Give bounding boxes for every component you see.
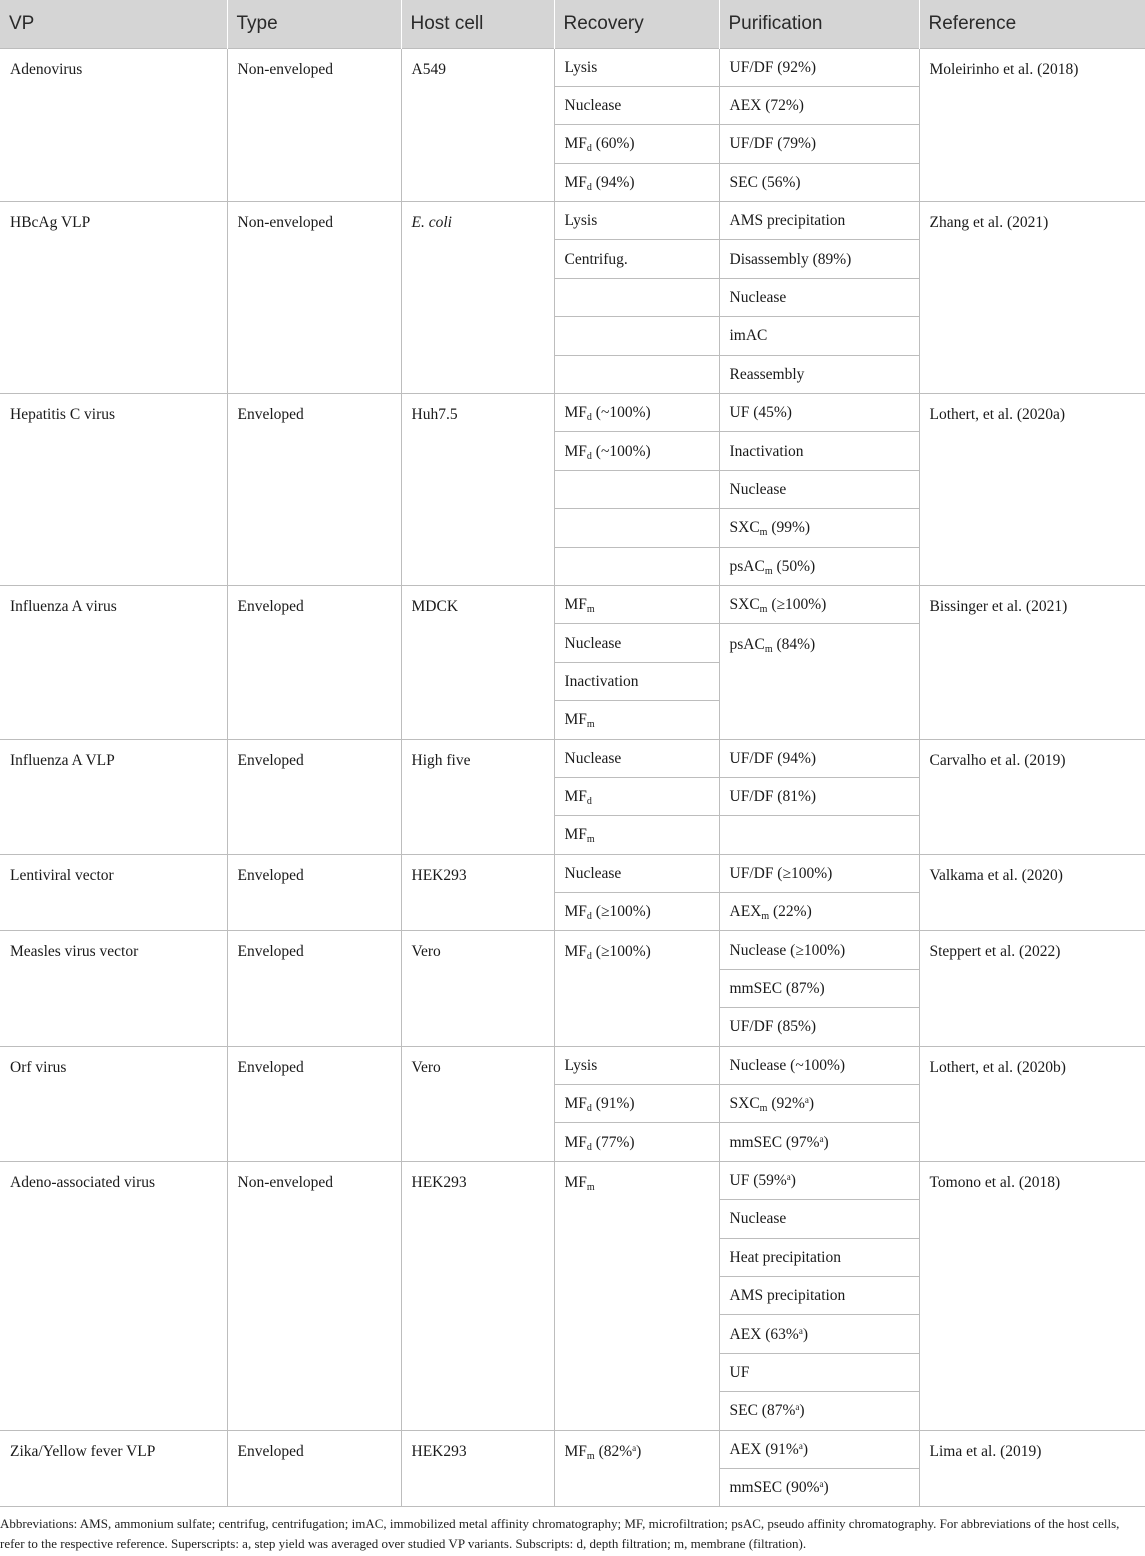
step-yield: (22%)	[769, 903, 812, 921]
recovery-cell	[554, 893, 719, 931]
recovery-cell	[554, 125, 719, 163]
purification-cell	[719, 278, 919, 316]
step-subscript: m	[759, 527, 768, 539]
vp-cell: Lentiviral vector	[0, 854, 227, 931]
step-subscript: m	[761, 911, 770, 923]
step-name: Nuclease	[564, 634, 622, 652]
recovery-cell	[554, 355, 719, 393]
header-type: Type	[227, 0, 401, 48]
step-superscript: a	[798, 1325, 803, 1336]
type-cell: Enveloped	[227, 1430, 401, 1507]
reference-cell: Carvalho et al. (2019)	[919, 739, 1145, 854]
step-name: Lysis	[564, 212, 598, 230]
step-subscript: d	[586, 143, 592, 155]
purification-cell	[719, 1353, 919, 1391]
recovery-cell	[554, 202, 719, 240]
reference-cell: Lothert, et al. (2020b)	[919, 1046, 1145, 1161]
purification-cell	[719, 1315, 919, 1353]
step-name: MF	[564, 1133, 587, 1151]
purification-cell	[719, 1430, 919, 1468]
step-name: MF	[564, 404, 587, 422]
host-cell	[401, 394, 554, 586]
step-yield: (60%)	[591, 135, 635, 153]
purification-cell	[719, 1200, 919, 1238]
header-recovery: Recovery	[554, 0, 719, 48]
step-name: MF	[564, 135, 587, 153]
recovery-cell	[554, 48, 719, 86]
vp-cell: Influenza A virus	[0, 585, 227, 739]
recovery-cell	[554, 547, 719, 585]
step-name: MF	[564, 903, 587, 921]
step-yield: (~100%)	[591, 442, 651, 460]
step-superscript: a	[804, 1095, 809, 1106]
step-name: UF/DF (79%)	[729, 135, 817, 153]
host-cell-name: HEK293	[411, 866, 467, 884]
host-cell	[401, 202, 554, 394]
purification-cell	[719, 394, 919, 432]
vp-cell: Measles virus vector	[0, 931, 227, 1046]
step-superscript: a	[819, 1133, 824, 1144]
recovery-cell	[554, 394, 719, 432]
step-name: SEC (56%)	[729, 173, 801, 191]
step-name: MF	[564, 788, 587, 806]
purification-cell	[719, 739, 919, 777]
header-row	[0, 0, 1145, 48]
reference-cell: Bissinger et al. (2021)	[919, 585, 1145, 739]
host-cell	[401, 739, 554, 854]
step-name: MF	[564, 943, 587, 961]
step-yield: (50%)	[772, 557, 816, 575]
host-cell	[401, 1161, 554, 1430]
step-name: UF	[729, 1363, 750, 1381]
purification-cell	[719, 470, 919, 508]
recovery-cell	[554, 163, 719, 201]
purification-cell	[719, 854, 919, 892]
step-yield: (≥100%)	[591, 903, 651, 921]
recovery-cell	[554, 662, 719, 700]
step-subscript: m	[586, 1450, 595, 1462]
recovery-cell	[554, 317, 719, 355]
reference-cell: Lothert, et al. (2020a)	[919, 394, 1145, 586]
table-footnote: Abbreviations: AMS, ammonium sulfate; centrifug, centrifugation; imAC, immobilized metal affinity chromatography; MF, microfiltration; psAC, pseudo affinity chromatography. For abbreviations of the host cells, refer to the respective reference. Superscripts: a, step yield was averaged over studied VP variants. Subscripts: d, depth filtration; m, membrane (filtration).	[0, 1516, 1120, 1551]
reference-cell: Tomono et al. (2018)	[919, 1161, 1145, 1430]
purification-cell	[719, 1277, 919, 1315]
step-yield: (≥100%)	[767, 596, 827, 614]
purification-cell	[719, 86, 919, 124]
purification-cell	[719, 585, 919, 623]
step-name: AEX (63%	[729, 1325, 799, 1343]
recovery-cell	[554, 240, 719, 278]
purification-cell	[719, 509, 919, 547]
purification-cell	[719, 240, 919, 278]
vp-cell: Influenza A VLP	[0, 739, 227, 854]
table-row	[0, 931, 1145, 969]
type-cell: Enveloped	[227, 585, 401, 739]
table-row	[0, 394, 1145, 432]
recovery-cell	[554, 701, 719, 739]
step-name: AMS precipitation	[729, 212, 846, 230]
step-name: Nuclease (≥100%)	[729, 941, 846, 959]
step-subscript: d	[586, 1103, 592, 1115]
table-row	[0, 1430, 1145, 1468]
host-cell	[401, 48, 554, 202]
step-name: imAC	[729, 327, 768, 345]
type-cell: Enveloped	[227, 394, 401, 586]
step-name: MF	[564, 826, 587, 844]
recovery-cell	[554, 777, 719, 815]
reference-cell: Zhang et al. (2021)	[919, 202, 1145, 394]
step-name: MF	[564, 1173, 587, 1191]
step-name: UF/DF (92%)	[729, 58, 817, 76]
step-name: UF/DF (81%)	[729, 788, 817, 806]
step-subscript: m	[586, 1181, 595, 1193]
recovery-cell	[554, 739, 719, 777]
step-yield: (82%	[594, 1442, 633, 1460]
step-name: SXC	[729, 1095, 760, 1113]
step-name: Disassembly (89%)	[729, 250, 852, 268]
header-purification: Purification	[719, 0, 919, 48]
step-name: SXC	[729, 519, 760, 537]
purification-cell	[719, 777, 919, 815]
type-cell: Non-enveloped	[227, 48, 401, 202]
purification-cell	[719, 202, 919, 240]
step-yield-close: )	[823, 1133, 829, 1151]
step-name: Nuclease	[729, 480, 787, 498]
host-cell-name: Vero	[411, 943, 441, 961]
step-subscript: d	[586, 181, 592, 193]
vp-cell: Adenovirus	[0, 48, 227, 202]
host-cell	[401, 585, 554, 739]
step-name: SEC (87%	[729, 1402, 796, 1420]
step-name: Inactivation	[564, 672, 639, 690]
recovery-cell	[554, 624, 719, 662]
recovery-cell	[554, 931, 719, 1046]
purification-cell	[719, 432, 919, 470]
host-cell-name: Vero	[411, 1058, 441, 1076]
step-name: Inactivation	[729, 442, 804, 460]
step-name: psAC	[729, 636, 765, 654]
recovery-cell	[554, 86, 719, 124]
step-name: AEX (72%)	[729, 97, 804, 115]
vp-cell: Hepatitis C virus	[0, 394, 227, 586]
purification-cell	[719, 355, 919, 393]
step-subscript: m	[586, 604, 595, 616]
recovery-cell	[554, 1430, 719, 1507]
step-subscript: d	[586, 450, 592, 462]
purification-cell	[719, 931, 919, 969]
step-name: MF	[564, 442, 587, 460]
step-name: AEX (91%	[729, 1440, 799, 1458]
recovery-cell	[554, 470, 719, 508]
purification-cell	[719, 547, 919, 585]
reference-cell: Moleirinho et al. (2018)	[919, 48, 1145, 202]
step-name: Nuclease	[564, 864, 622, 882]
host-cell	[401, 1046, 554, 1161]
table-row	[0, 585, 1145, 623]
step-yield-close: )	[802, 1325, 808, 1343]
purification-cell	[719, 816, 919, 854]
host-cell-name: HEK293	[411, 1442, 467, 1460]
step-name: MF	[564, 1095, 587, 1113]
type-cell: Enveloped	[227, 854, 401, 931]
step-yield: (99%)	[767, 519, 811, 537]
table-row	[0, 1046, 1145, 1084]
table-row	[0, 1161, 1145, 1199]
step-superscript: a	[819, 1479, 824, 1490]
step-name: UF/DF (85%)	[729, 1018, 817, 1036]
step-name: psAC	[729, 557, 765, 575]
host-cell	[401, 1430, 554, 1507]
step-name: Heat precipitation	[729, 1248, 841, 1266]
recovery-cell	[554, 278, 719, 316]
step-name: Lysis	[564, 1056, 598, 1074]
table-row	[0, 739, 1145, 777]
purification-cell	[719, 1468, 919, 1506]
table-row	[0, 202, 1145, 240]
step-yield: (94%)	[591, 173, 635, 191]
step-subscript: d	[586, 951, 592, 963]
step-superscript: a	[786, 1172, 791, 1182]
recovery-cell	[554, 585, 719, 623]
step-name: UF/DF (≥100%)	[729, 864, 833, 882]
recovery-cell	[554, 1123, 719, 1161]
step-name: mmSEC (97%	[729, 1133, 820, 1151]
type-cell: Enveloped	[227, 1046, 401, 1161]
step-superscript: a	[798, 1440, 803, 1451]
step-name: Nuclease	[729, 289, 787, 307]
purification-cell	[719, 1238, 919, 1276]
step-yield-close: )	[802, 1440, 808, 1458]
vp-cell: Adeno-associated virus	[0, 1161, 227, 1430]
step-subscript: m	[764, 565, 773, 577]
host-cell-name: MDCK	[411, 597, 459, 615]
step-name: Centrifug.	[564, 250, 628, 268]
step-subscript: d	[586, 796, 592, 808]
step-yield: (92%	[767, 1095, 805, 1113]
step-name: mmSEC (87%)	[729, 980, 825, 998]
step-subscript: m	[759, 604, 768, 616]
step-subscript: m	[586, 834, 595, 846]
step-name: UF (45%)	[729, 404, 792, 422]
host-cell-name: Huh7.5	[411, 406, 458, 424]
host-cell-name: A549	[411, 60, 446, 78]
table-row	[0, 854, 1145, 892]
step-yield-close: )	[823, 1479, 829, 1497]
host-cell	[401, 854, 554, 931]
step-name: MF	[564, 711, 587, 729]
step-subscript: d	[586, 1141, 592, 1153]
step-name: Nuclease (~100%)	[729, 1056, 846, 1074]
table-row	[0, 48, 1145, 86]
step-superscript: a	[795, 1402, 800, 1413]
purification-cell	[719, 125, 919, 163]
step-name: AEX	[729, 903, 762, 921]
step-subscript: m	[764, 644, 773, 656]
purification-cell	[719, 1008, 919, 1046]
purification-cell	[719, 48, 919, 86]
vp-cell: Zika/Yellow fever VLP	[0, 1430, 227, 1507]
step-yield: (≥100%)	[591, 943, 651, 961]
vp-cell: Orf virus	[0, 1046, 227, 1161]
step-yield: (84%)	[772, 636, 816, 654]
purification-cell	[719, 163, 919, 201]
step-superscript: a	[632, 1442, 637, 1453]
step-name: AMS precipitation	[729, 1287, 846, 1305]
step-subscript: m	[759, 1103, 768, 1115]
purification-cell	[719, 624, 919, 739]
step-subscript: d	[586, 412, 592, 424]
recovery-cell	[554, 1046, 719, 1084]
step-name: UF (59%	[729, 1172, 787, 1189]
step-name: MF	[564, 173, 587, 191]
step-yield: (91%)	[591, 1095, 635, 1113]
vp-cell: HBcAg VLP	[0, 202, 227, 394]
header-host-cell: Host cell	[401, 0, 554, 48]
header-reference: Reference	[919, 0, 1145, 48]
recovery-cell	[554, 854, 719, 892]
step-yield: (77%)	[591, 1133, 635, 1151]
step-subscript: d	[586, 911, 592, 923]
step-yield-close: )	[799, 1402, 805, 1420]
step-yield: (~100%)	[591, 404, 651, 422]
host-cell	[401, 931, 554, 1046]
type-cell: Non-enveloped	[227, 202, 401, 394]
step-subscript: m	[586, 719, 595, 731]
reference-cell: Lima et al. (2019)	[919, 1430, 1145, 1507]
purification-cell	[719, 317, 919, 355]
recovery-cell	[554, 1161, 719, 1430]
step-name: MF	[564, 1442, 587, 1460]
purification-cell	[719, 1392, 919, 1430]
reference-cell: Steppert et al. (2022)	[919, 931, 1145, 1046]
host-cell-name: High five	[411, 751, 471, 769]
host-cell-name: E. coli	[411, 214, 452, 232]
header-vp: VP	[0, 0, 227, 48]
purification-cell	[719, 1123, 919, 1161]
step-yield-close: )	[790, 1172, 796, 1189]
purification-cell	[719, 893, 919, 931]
type-cell: Enveloped	[227, 931, 401, 1046]
recovery-cell	[554, 816, 719, 854]
step-name: MF	[564, 596, 587, 614]
step-yield-close: )	[636, 1442, 642, 1460]
step-name: SXC	[729, 596, 760, 614]
type-cell: Non-enveloped	[227, 1161, 401, 1430]
recovery-cell	[554, 509, 719, 547]
purification-cell	[719, 1046, 919, 1084]
step-name: Nuclease	[564, 749, 622, 767]
step-name: mmSEC (90%	[729, 1479, 820, 1497]
step-name: UF/DF (94%)	[729, 749, 817, 767]
step-name: Lysis	[564, 58, 598, 76]
step-name: Reassembly	[729, 365, 805, 383]
type-cell: Enveloped	[227, 739, 401, 854]
host-cell-name: HEK293	[411, 1173, 467, 1191]
purification-cell	[719, 1161, 919, 1199]
recovery-cell	[554, 1085, 719, 1123]
recovery-cell	[554, 432, 719, 470]
step-yield-close: )	[808, 1095, 815, 1113]
step-name: Nuclease	[729, 1210, 787, 1228]
reference-cell: Valkama et al. (2020)	[919, 854, 1145, 931]
step-name: Nuclease	[564, 97, 622, 115]
purification-cell	[719, 969, 919, 1007]
purification-cell	[719, 1085, 919, 1123]
